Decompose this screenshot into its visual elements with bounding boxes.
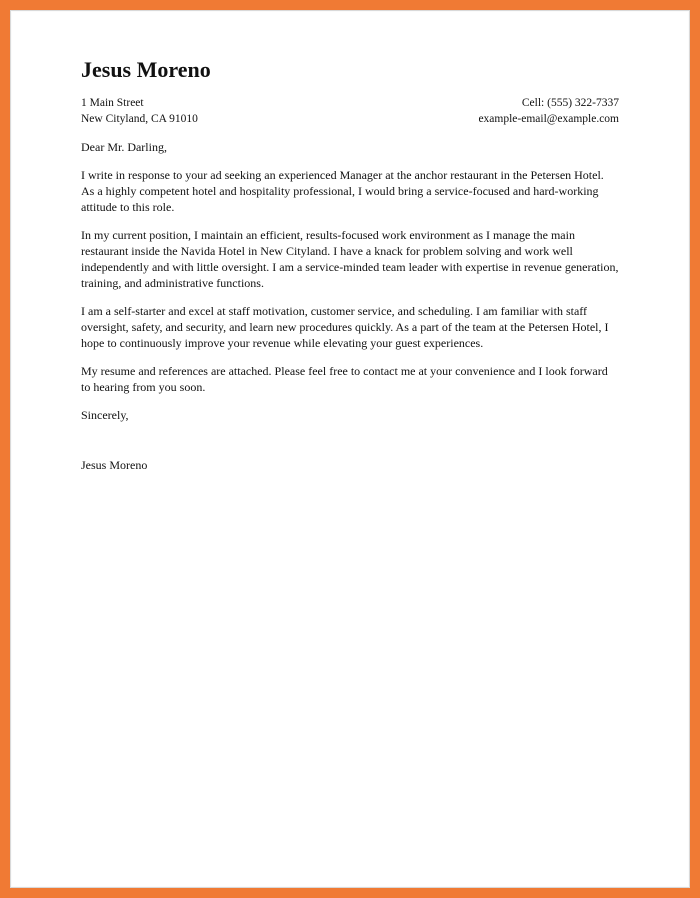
contact-block	[478, 95, 619, 127]
signature-name: Jesus Moreno	[81, 458, 148, 472]
contact-header	[81, 95, 619, 127]
address-block	[81, 95, 198, 127]
closing: Sincerely,	[81, 408, 129, 422]
paragraph-3: I am a self-starter and excel at staff motivation, customer service, and scheduling. I am familiar with staff oversight, safety, and security, and learn new procedures quickly. As a part of the team at the Petersen Hotel, I hope to continuously improve your revenue while elevating your guest experiences.	[81, 304, 609, 350]
paragraph-2: In my current position, I maintain an efficient, results-focused work environment as I manage the main restaurant inside the Navida Hotel in New Cityland. I have a knack for problem solving and work well independently and with little oversight. I am a service-minded team leader with expertise in revenue generation, training, and administrative functions.	[81, 228, 619, 290]
cell-phone: Cell: (555) 322-7337	[521, 97, 619, 109]
letter-page	[10, 10, 690, 888]
address-line-1: 1 Main Street	[81, 97, 144, 109]
letter-content	[11, 11, 689, 887]
paragraph-1: I write in response to your ad seeking an experienced Manager at the anchor restaurant in the Petersen Hotel. As a highly competent hotel and hospitality professional, I would bring a service-focused and hard-working attitude to this role.	[81, 168, 604, 214]
salutation: Dear Mr. Darling,	[81, 140, 167, 154]
address-line-2: New Cityland, CA 91010	[81, 113, 198, 125]
paragraph-4: My resume and references are attached. Please feel free to contact me at your convenience and I look forward to hearing from you soon.	[81, 364, 608, 394]
email-address: example-email@example.com	[478, 113, 619, 125]
sender-name: Jesus Moreno	[81, 57, 211, 82]
